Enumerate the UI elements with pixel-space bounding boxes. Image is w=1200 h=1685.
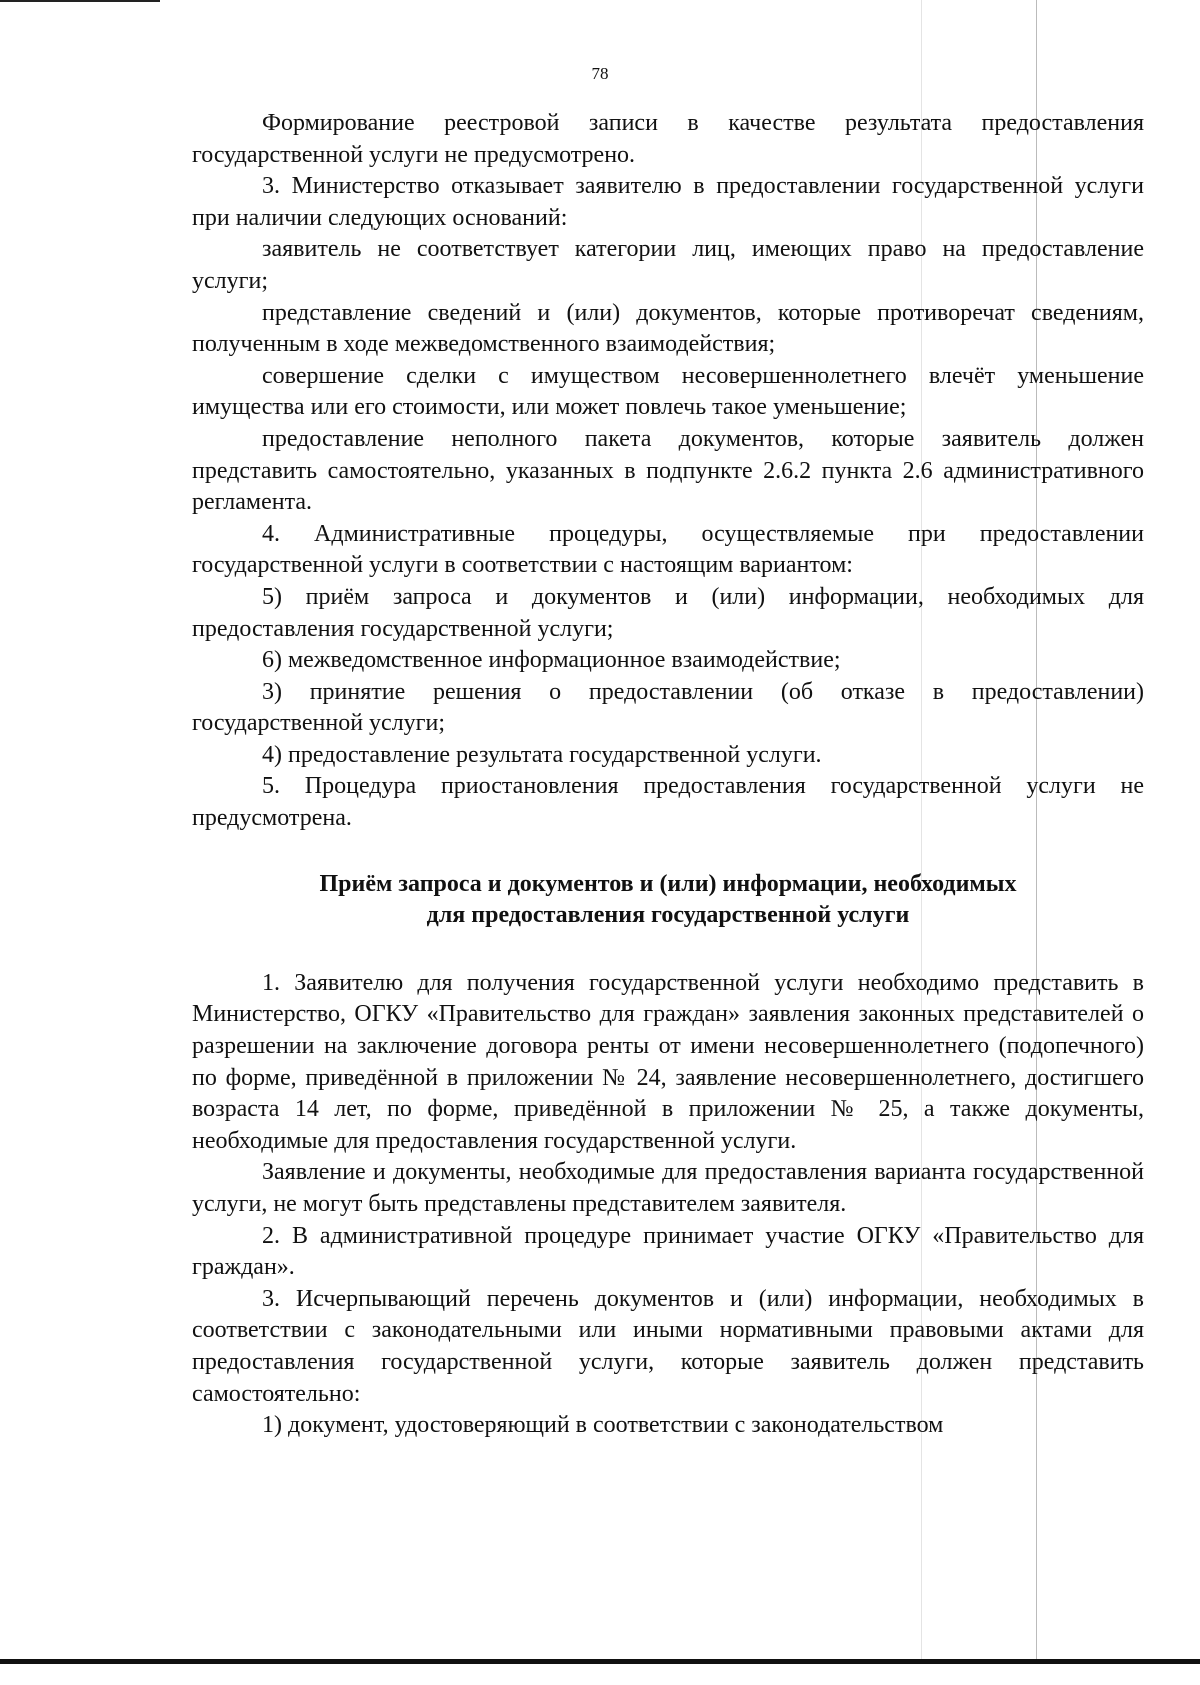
section-heading-line: Приём запроса и документов и (или) информации, необходимых: [319, 870, 1017, 897]
section-heading: [192, 869, 1144, 932]
list-item: 4) предоставление результата государственной услуги.: [262, 741, 822, 768]
page-number: 78: [591, 64, 609, 83]
paragraph: 3. Министерство отказывает заявителю в предоставлении государственной услуги при наличии следующих оснований:: [192, 173, 1144, 231]
list-item: 5) приём запроса и документов и (или) информации, необходимых для предоставления государственной услуги;: [192, 583, 1144, 642]
paragraph: Формирование реестровой записи в качестве результата предоставления государственной услуги не предусмотрено.: [192, 110, 1144, 168]
paragraph: 3. Исчерпывающий перечень документов и (или) информации, необходимых в соответствии с законодательными или иными нормативными правовыми актами для предоставления государственной услуги, которые заявитель должен представить самостоятельно:: [192, 1285, 1144, 1407]
paragraph: совершение сделки с имуществом несовершеннолетнего влечёт уменьшение имущества или его стоимости, или может повлечь такое уменьшение;: [192, 362, 1144, 421]
paragraph: представление сведений и (или) документов, которые противоречат сведениям, полученным в ходе межведомственного взаимодействия;: [192, 299, 1144, 358]
paragraph: 5. Процедура приостановления предоставления государственной услуги не предусмотрена.: [192, 773, 1144, 832]
scan-edge-bottom: [0, 1659, 1200, 1664]
section-heading-line: для предоставления государственной услуги: [426, 902, 910, 929]
list-item: 3) принятие решения о предоставлении (об отказе в предоставлении) государственной услуги;: [192, 678, 1144, 737]
scan-edge-top: [0, 0, 160, 2]
paragraph: 2. В административной процедуре принимает участие ОГКУ «Правительство для граждан».: [192, 1222, 1144, 1281]
paragraph: заявитель не соответствует категории лиц, имеющих право на предоставление услуги;: [192, 236, 1144, 294]
list-item: 1) документ, удостоверяющий в соответствии с законодательством: [262, 1412, 944, 1439]
paragraph: Заявление и документы, необходимые для предоставления варианта государственной услуги, не могут быть представлены представителем заявителя.: [192, 1159, 1144, 1217]
paragraph: 4. Административные процедуры, осуществляемые при предоставлении государственной услуги в соответствии с настоящим вариантом:: [192, 520, 1144, 579]
list-item: 6) межведомственное информационное взаимодействие;: [262, 647, 841, 674]
document-body: [192, 108, 1144, 1442]
paragraph: 1. Заявителю для получения государственной услуги необходимо представить в Министерство, ОГКУ «Правительство для граждан» заявления законных представителей о разрешении на заключение договора ренты от имени несовершеннолетнего (подопечного) по форме, приведённой в приложении № 24, заявление несовершеннолетнего, достигшего возраста 14 лет, по форме, приведённой в приложении № 25, а также документы, необходимые для предоставления государственной услуги.: [192, 969, 1144, 1154]
paragraph: предоставление неполного пакета документов, которые заявитель должен представить самостоятельно, указанных в подпункте 2.6.2 пункта 2.6 административного регламента.: [192, 425, 1144, 516]
